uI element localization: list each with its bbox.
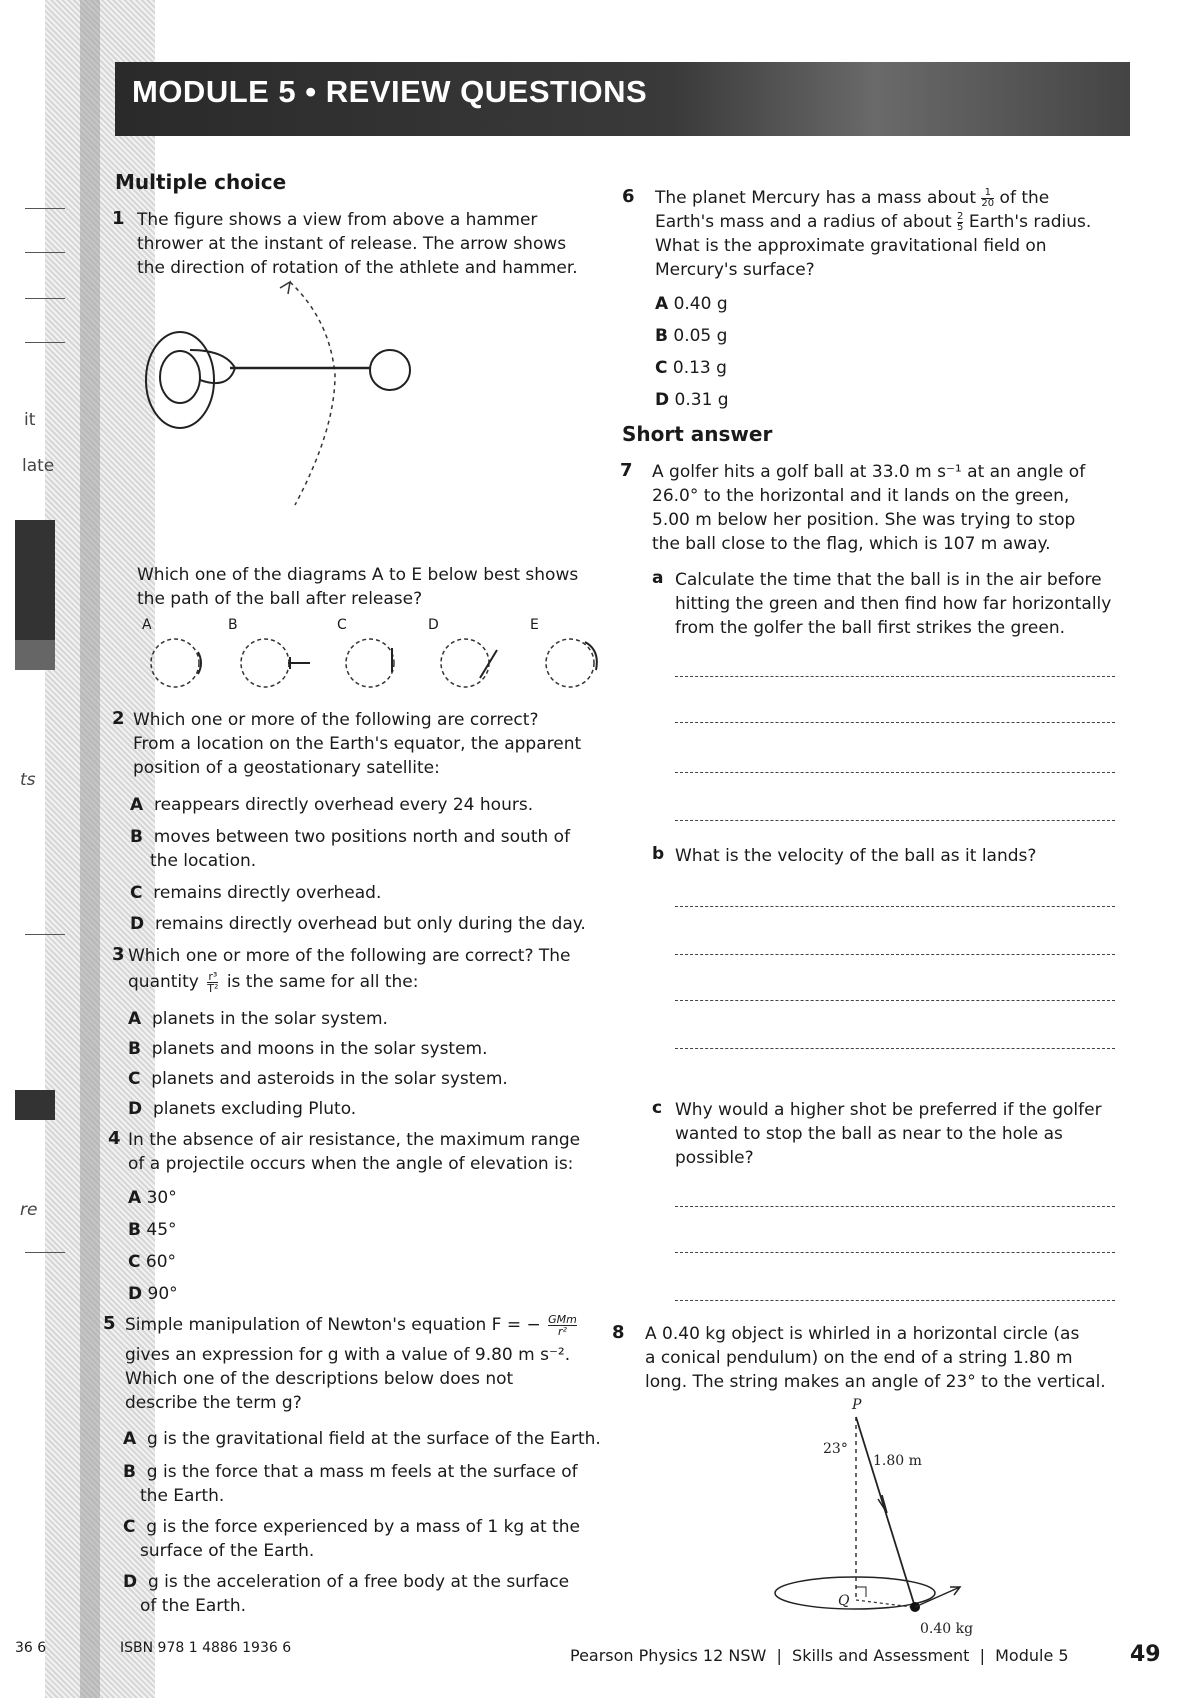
section-heading-short-answer: Short answer: [622, 422, 773, 446]
diagram-label: A: [142, 617, 152, 633]
fraction-denominator: T²: [207, 981, 219, 995]
option-letter: A: [128, 1188, 142, 1208]
conical-pendulum-diagram: [760, 1395, 1020, 1640]
gmm-over-r2-fraction: [548, 1314, 577, 1337]
q7c-line: wanted to stop the ball as near to the hole as: [675, 1124, 1063, 1144]
q7-stem-line: the ball close to the flag, which is 107 m away.: [652, 534, 1051, 554]
q4-stem-line: In the absence of air resistance, the maximum range: [128, 1130, 581, 1150]
answer-line[interactable]: [675, 906, 1115, 907]
margin-fragment: it: [24, 410, 36, 430]
fraction-numerator: 1: [981, 188, 994, 199]
q4-option-a[interactable]: [128, 1186, 177, 1210]
q3-option-a[interactable]: [128, 1007, 388, 1031]
option-letter: B: [128, 1220, 141, 1240]
section-heading-multiple-choice: Multiple choice: [115, 170, 287, 194]
q7a-line: Calculate the time that the ball is in the air before: [675, 570, 1102, 590]
fraction-denominator: 5: [957, 221, 964, 233]
fraction-numerator: GMm: [548, 1312, 577, 1326]
question-number: 6: [622, 186, 635, 207]
option-letter: B: [130, 827, 143, 847]
q6-text: Earth's mass and a radius of about: [655, 212, 952, 232]
option-letter: B: [655, 326, 668, 346]
q5-stem-text: Simple manipulation of Newton's equation F = −: [125, 1315, 541, 1335]
fraction-numerator: r³: [208, 969, 218, 983]
option-letter: D: [128, 1099, 143, 1119]
diagram-label: C: [337, 617, 347, 633]
q4-option-c[interactable]: [128, 1250, 176, 1274]
diagram-d-circle: [441, 639, 489, 687]
length-label: 1.80 m: [873, 1453, 922, 1469]
diagram-label: E: [530, 617, 539, 633]
answer-line[interactable]: [675, 676, 1115, 677]
q7a-line: hitting the green and then find how far horizontally: [675, 594, 1112, 614]
option-text: 45°: [146, 1220, 177, 1240]
q8-stem-line: a conical pendulum) on the end of a string 1.80 m: [645, 1348, 1073, 1368]
margin-block: [15, 640, 55, 670]
option-text: 0.13 g: [672, 358, 727, 378]
fraction-numerator: 2: [957, 210, 964, 222]
q7a-line: from the golfer the ball first strikes the green.: [675, 618, 1066, 638]
diagram-e-path: [585, 642, 597, 670]
option-letter: C: [128, 1069, 141, 1089]
q1-intro-line: thrower at the instant of release. The arrow shows: [137, 234, 567, 254]
q5-stem-line: Which one of the descriptions below does not: [125, 1369, 514, 1389]
right-angle-mark: [856, 1587, 866, 1597]
q8-stem-line: long. The string makes an angle of 23° to the vertical.: [645, 1372, 1106, 1392]
separator: |: [979, 1646, 985, 1665]
margin-line: [25, 298, 65, 299]
margin-line: [25, 934, 65, 935]
q2-option-c[interactable]: [130, 881, 381, 905]
margin-block: [15, 520, 55, 640]
option-letter: A: [655, 294, 669, 314]
answer-line[interactable]: [675, 820, 1115, 821]
q6-text: of the: [999, 188, 1050, 208]
section-title: Skills and Assessment: [792, 1646, 970, 1665]
diagram-label: B: [228, 617, 238, 633]
question-number: 7: [620, 460, 633, 481]
q1-intro-line: The figure shows a view from above a hammer: [137, 210, 538, 230]
point-p-label: P: [852, 1397, 862, 1413]
q1-question-line: the path of the ball after release?: [137, 589, 423, 609]
option-text: g is the gravitational field at the surface of the Earth.: [146, 1429, 601, 1449]
q5-option-c[interactable]: [123, 1515, 580, 1539]
option-text: remains directly overhead but only during the day.: [154, 914, 586, 934]
path-options-diagrams: [130, 630, 600, 700]
q3-stem-text: is the same for all the:: [226, 972, 419, 992]
question-number: 1: [112, 208, 125, 229]
option-letter: C: [655, 358, 668, 378]
margin-line: [25, 342, 65, 343]
question-number: 5: [103, 1313, 116, 1334]
option-letter: C: [130, 883, 143, 903]
option-text: planets and moons in the solar system.: [151, 1039, 488, 1059]
question-number: 4: [108, 1128, 121, 1149]
q3-stem-text: quantity: [128, 972, 199, 992]
q3-stem-line: [128, 970, 419, 994]
option-text: reappears directly overhead every 24 hours.: [153, 795, 534, 815]
option-letter: D: [123, 1572, 138, 1592]
q7b-line: What is the velocity of the ball as it lands?: [675, 846, 1037, 866]
option-letter: C: [123, 1517, 136, 1537]
option-letter: C: [128, 1252, 141, 1272]
page-number: 49: [1130, 1642, 1161, 1667]
q4-option-b[interactable]: [128, 1218, 177, 1242]
option-text: planets in the solar system.: [151, 1009, 388, 1029]
option-text: planets excluding Pluto.: [152, 1099, 357, 1119]
option-text-cont: surface of the Earth.: [140, 1541, 315, 1561]
question-number: 3: [112, 944, 125, 965]
r3-over-t2-fraction: [207, 971, 218, 994]
book-title: Pearson Physics 12 NSW: [570, 1646, 767, 1665]
part-letter: b: [652, 844, 665, 864]
q6-stem-line: What is the approximate gravitational field on: [655, 236, 1047, 256]
q2-stem-line: position of a geostationary satellite:: [133, 758, 440, 778]
q3-option-c[interactable]: [128, 1067, 508, 1091]
diagram-label: D: [428, 617, 439, 633]
answer-line[interactable]: [675, 1000, 1115, 1001]
q4-stem-line: of a projectile occurs when the angle of elevation is:: [128, 1154, 574, 1174]
fraction-denominator: 20: [981, 197, 995, 209]
part-letter: a: [652, 568, 664, 588]
q5-option-b[interactable]: [123, 1460, 578, 1484]
athlete-head: [160, 351, 200, 403]
diagram-b-circle: [241, 639, 289, 687]
option-text: 0.40 g: [673, 294, 728, 314]
option-letter: D: [128, 1284, 143, 1304]
rotation-arrow-icon: [280, 282, 290, 294]
q2-option-d[interactable]: [130, 912, 586, 936]
q7-stem-line: A golfer hits a golf ball at 33.0 m s⁻¹ at an angle of: [652, 462, 1086, 482]
q6-option-a[interactable]: [655, 292, 728, 316]
q2-option-b[interactable]: [130, 825, 570, 849]
q2-option-a[interactable]: [130, 793, 533, 817]
option-letter: A: [123, 1429, 137, 1449]
q1-intro-line: the direction of rotation of the athlete and hammer.: [137, 258, 578, 278]
option-text: 90°: [147, 1284, 178, 1304]
answer-line[interactable]: [675, 1300, 1115, 1301]
q6-stem-line: [655, 186, 1049, 210]
point-q-label: Q: [838, 1593, 850, 1609]
option-text: g is the acceleration of a free body at the surface: [147, 1572, 570, 1592]
q4-option-d[interactable]: [128, 1282, 178, 1306]
margin-fragment: re: [20, 1200, 38, 1220]
q5-option-d[interactable]: [123, 1570, 569, 1594]
answer-line[interactable]: [675, 1252, 1115, 1253]
hammer-thrower-figure: [130, 280, 460, 520]
part-letter: c: [652, 1098, 663, 1118]
option-letter: B: [128, 1039, 141, 1059]
q5-stem-line: [125, 1313, 577, 1337]
binding-shadow-dark: [80, 0, 100, 1698]
option-text: g is the force that a mass m feels at the surface of: [146, 1462, 578, 1482]
page-title: MODULE 5 • REVIEW QUESTIONS: [132, 74, 648, 109]
q6-text: The planet Mercury has a mass about: [655, 188, 976, 208]
diagram-d-path: [480, 650, 497, 678]
q3-option-b[interactable]: [128, 1037, 488, 1061]
q6-stem-line: Mercury's surface?: [655, 260, 815, 280]
option-text: planets and asteroids in the solar system.: [151, 1069, 508, 1089]
option-text-cont: of the Earth.: [140, 1596, 247, 1616]
q2-stem-line: Which one or more of the following are correct?: [133, 710, 539, 730]
diagram-e-circle: [546, 639, 594, 687]
question-number: 2: [112, 708, 125, 729]
option-text: 60°: [145, 1252, 177, 1272]
answer-line[interactable]: [675, 1206, 1115, 1207]
margin-fragment: ts: [20, 770, 36, 790]
option-letter: B: [123, 1462, 136, 1482]
diagram-a-circle: [151, 639, 199, 687]
option-text: 30°: [146, 1188, 177, 1208]
q3-stem-line: Which one or more of the following are correct? The: [128, 946, 571, 966]
answer-line[interactable]: [675, 1048, 1115, 1049]
margin-line: [25, 208, 65, 209]
option-text: remains directly overhead.: [153, 883, 382, 903]
q7c-line: possible?: [675, 1148, 754, 1168]
option-text-cont: the Earth.: [140, 1486, 225, 1506]
margin-fragment: late: [22, 456, 55, 476]
option-text-cont: the location.: [150, 851, 257, 871]
option-letter: A: [130, 795, 144, 815]
angle-label: 23°: [823, 1441, 848, 1457]
isbn: ISBN 978 1 4886 1936 6: [120, 1640, 292, 1656]
option-text: moves between two positions north and south of: [153, 827, 571, 847]
q6-option-b[interactable]: [655, 324, 727, 348]
option-letter: A: [128, 1009, 142, 1029]
footer-breadcrumb: [570, 1646, 1069, 1665]
option-text: g is the force experienced by a mass of 1 kg at the: [146, 1517, 581, 1537]
module-title: Module 5: [995, 1646, 1069, 1665]
q5-option-a[interactable]: [123, 1427, 601, 1451]
margin-block: [15, 1090, 55, 1120]
two-fifths-fraction: [957, 212, 963, 233]
fraction-denominator: r²: [558, 1324, 567, 1338]
answer-line[interactable]: [675, 722, 1115, 723]
mass-label: 0.40 kg: [920, 1621, 974, 1637]
option-letter: D: [130, 914, 145, 934]
q7-stem-line: 26.0° to the horizontal and it lands on the green,: [652, 486, 1070, 506]
q6-option-d[interactable]: [655, 388, 729, 412]
q1-question-line: Which one of the diagrams A to E below best shows: [137, 565, 579, 585]
q6-text: Earth's radius.: [968, 212, 1092, 232]
answer-line[interactable]: [675, 954, 1115, 955]
q2-stem-line: From a location on the Earth's equator, the apparent: [133, 734, 582, 754]
velocity-arrow: [915, 1587, 960, 1607]
option-text: 0.31 g: [674, 390, 729, 410]
q6-option-c[interactable]: [655, 356, 727, 380]
q7c-line: Why would a higher shot be preferred if the golfer: [675, 1100, 1102, 1120]
option-text: 0.05 g: [673, 326, 728, 346]
margin-fragment: 36 6: [15, 1640, 47, 1656]
q5-stem-line: gives an expression for g with a value of 9.80 m s⁻².: [125, 1345, 571, 1365]
athlete-body: [146, 332, 214, 428]
answer-line[interactable]: [675, 772, 1115, 773]
margin-line: [25, 1252, 65, 1253]
q3-option-d[interactable]: [128, 1097, 356, 1121]
q5-stem-line: describe the term g?: [125, 1393, 302, 1413]
diagram-c-circle: [346, 639, 394, 687]
margin-line: [25, 252, 65, 253]
question-number: 8: [612, 1322, 625, 1343]
separator: |: [776, 1646, 782, 1665]
option-letter: D: [655, 390, 670, 410]
q7-stem-line: 5.00 m below her position. She was trying to stop: [652, 510, 1076, 530]
hammer-ball: [370, 350, 410, 390]
q8-stem-line: A 0.40 kg object is whirled in a horizontal circle (as: [645, 1324, 1080, 1344]
rotation-arc: [290, 282, 335, 505]
q6-stem-line: [655, 210, 1091, 234]
one-twentieth-fraction: [981, 188, 994, 209]
